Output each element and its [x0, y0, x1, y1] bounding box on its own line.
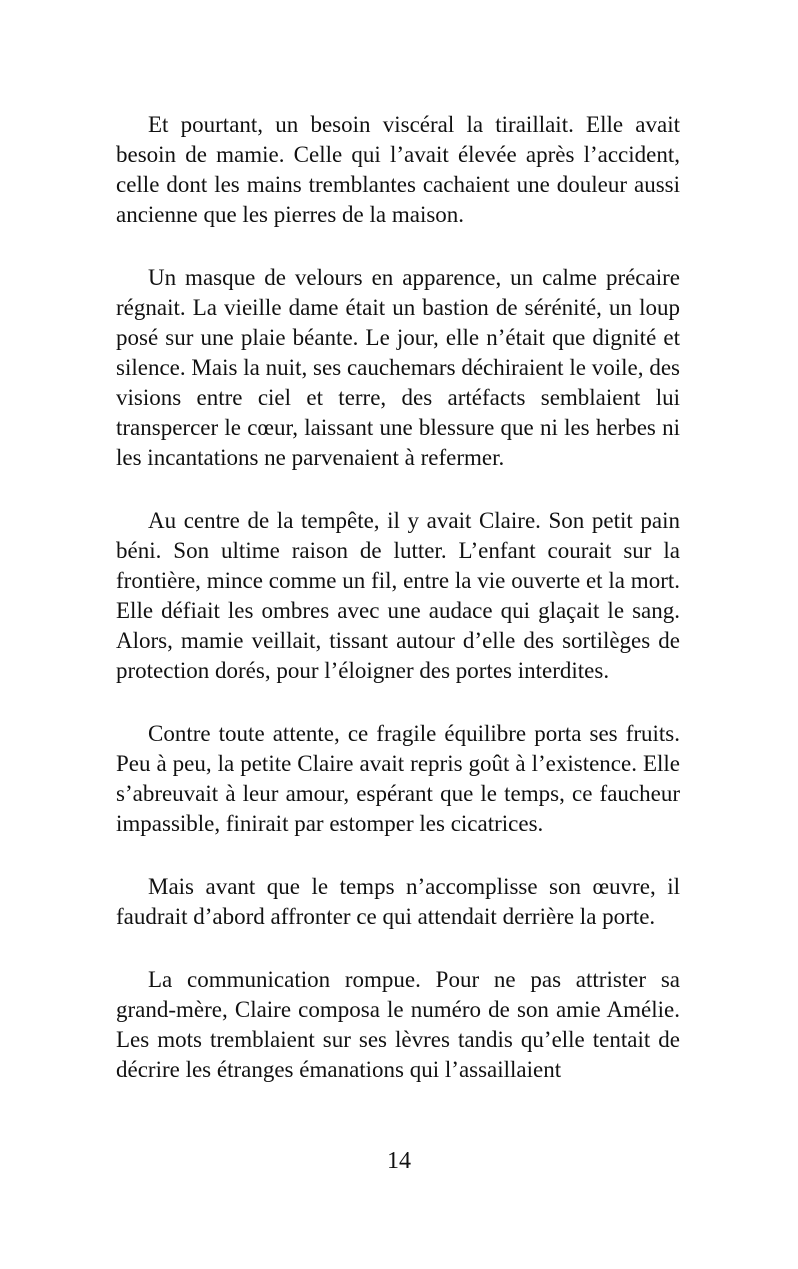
page-number: 14	[387, 1148, 411, 1174]
paragraph-4: Contre toute attente, ce fragile équilibre porta ses fruits. Peu à peu, la petite Claire avait repris goût à l’existence. Elle s’abreuvait à leur amour, espérant que le temps, ce faucheur impassible, finirait par estomper les cicatrices.	[116, 721, 680, 836]
paragraph-3: Au centre de la tempête, il y avait Claire. Son petit pain béni. Son ultime raison de lutter. L’enfant courait sur la frontière, mince comme un fil, entre la vie ouverte et la mort. Elle défiait les ombres avec une audace qui glaçait le sang. Alors, mamie veillait, tissant autour d’elle des sortilèges de protection dorés, pour l’éloigner des portes interdites.	[116, 508, 680, 683]
paragraph-6: La communication rompue. Pour ne pas attrister sa grand-mère, Claire composa le numéro de son amie Amélie. Les mots tremblaient sur ses lèvres tandis qu’elle tentait de décrire les étranges émanations qui l’assaillaient	[116, 967, 680, 1082]
paragraph-2: Un masque de velours en apparence, un calme précaire régnait. La vieille dame était un bastion de sérénité, un loup posé sur une plaie béante. Le jour, elle n’était que dignité et silence. Mais la nuit, ses cauchemars déchiraient le voile, des visions entre ciel et terre, des artéfacts semblaient lui transpercer le cœur, laissant une blessure que ni les herbes ni les incantations ne parvenaient à refermer.	[116, 265, 680, 470]
paragraph-5: Mais avant que le temps n’accomplisse son œuvre, il faudrait d’abord affronter ce qui attendait derrière la porte.	[116, 874, 680, 929]
page-body	[116, 110, 680, 1118]
paragraph-1: Et pourtant, un besoin viscéral la tiraillait. Elle avait besoin de mamie. Celle qui l’avait élevée après l’accident, celle dont les mains tremblantes cachaient une douleur aussi ancienne que les pierres de la maison.	[116, 112, 680, 227]
